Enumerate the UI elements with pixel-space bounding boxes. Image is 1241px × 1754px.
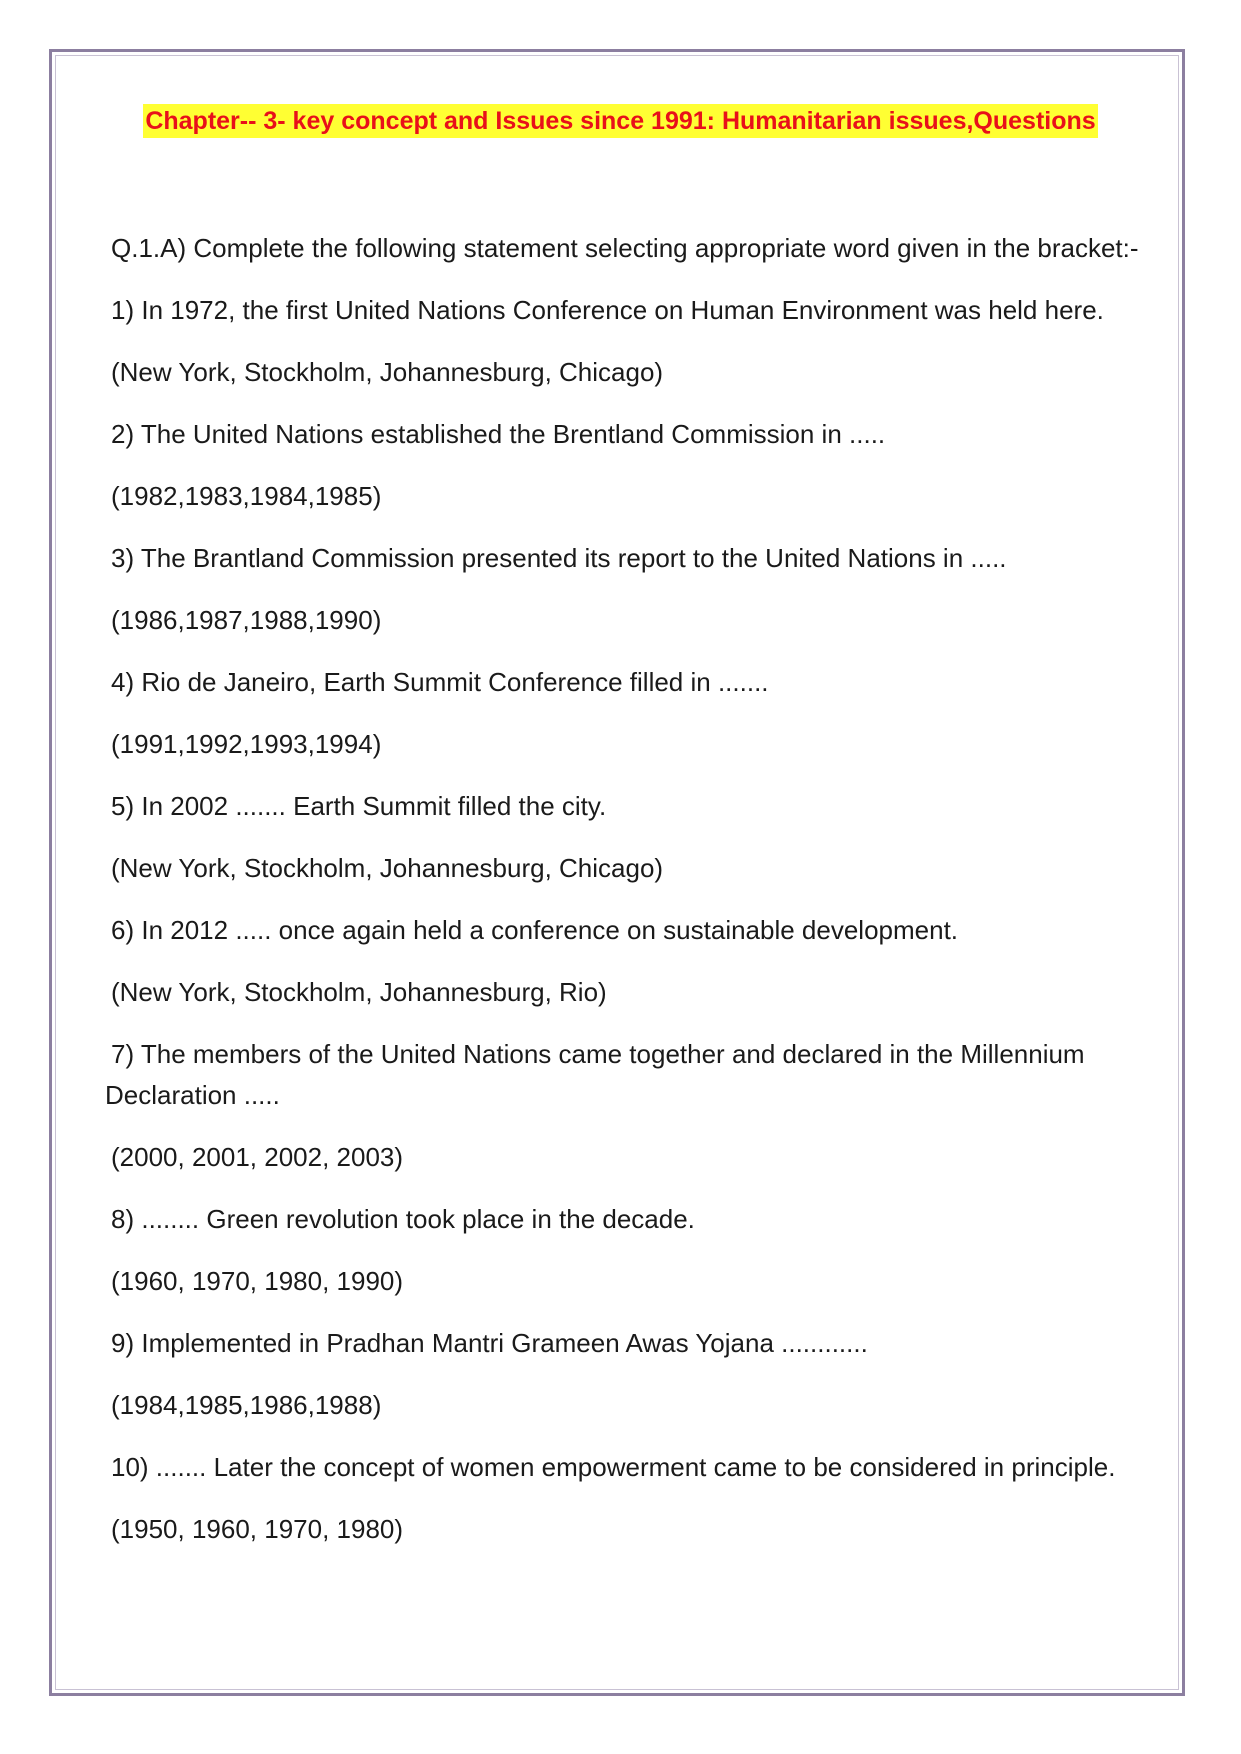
question-text: 4) Rio de Janeiro, Earth Summit Conference filled in ....... xyxy=(111,667,769,697)
question-options: (New York, Stockholm, Johannesburg, Chicago) xyxy=(111,853,664,883)
question-text: 2) The United Nations established the Brentland Commission in ..... xyxy=(111,419,886,449)
question-options: (1960, 1970, 1980, 1990) xyxy=(111,1266,404,1296)
question-options: (1982,1983,1984,1985) xyxy=(111,481,382,511)
question-text: 7) The members of the United Nations came together and declared in the Millennium Declaration ..... xyxy=(105,1039,1085,1110)
question-options: (1984,1985,1986,1988) xyxy=(111,1390,382,1420)
question-text: 10) ....... Later the concept of women empowerment came to be considered in principle. xyxy=(111,1452,1116,1482)
question-text: 9) Implemented in Pradhan Mantri Grameen Awas Yojana ............ xyxy=(111,1328,868,1358)
question-options: (1950, 1960, 1970, 1980) xyxy=(111,1514,404,1544)
question-options: (New York, Stockholm, Johannesburg, Chicago) xyxy=(111,357,664,387)
question-text: 8) ........ Green revolution took place in the decade. xyxy=(111,1204,695,1234)
title-container xyxy=(0,104,1241,138)
question-options: (1991,1992,1993,1994) xyxy=(111,729,382,759)
question-text: 1) In 1972, the first United Nations Conference on Human Environment was held here. xyxy=(111,295,1104,325)
question-options: (2000, 2001, 2002, 2003) xyxy=(111,1142,404,1172)
question-content xyxy=(105,228,1145,1571)
question-instruction: Q.1.A) Complete the following statement selecting appropriate word given in the bracket:- xyxy=(111,233,1139,263)
chapter-title: Chapter-- 3- key concept and Issues since 1991: Humanitarian issues,Questions xyxy=(143,104,1097,138)
question-options: (1986,1987,1988,1990) xyxy=(111,605,382,635)
question-text: 3) The Brantland Commission presented its report to the United Nations in ..... xyxy=(111,543,1007,573)
question-options: (New York, Stockholm, Johannesburg, Rio) xyxy=(111,977,607,1007)
question-text: 5) In 2002 ....... Earth Summit filled the city. xyxy=(111,791,607,821)
question-text: 6) In 2012 ..... once again held a conference on sustainable development. xyxy=(111,915,959,945)
